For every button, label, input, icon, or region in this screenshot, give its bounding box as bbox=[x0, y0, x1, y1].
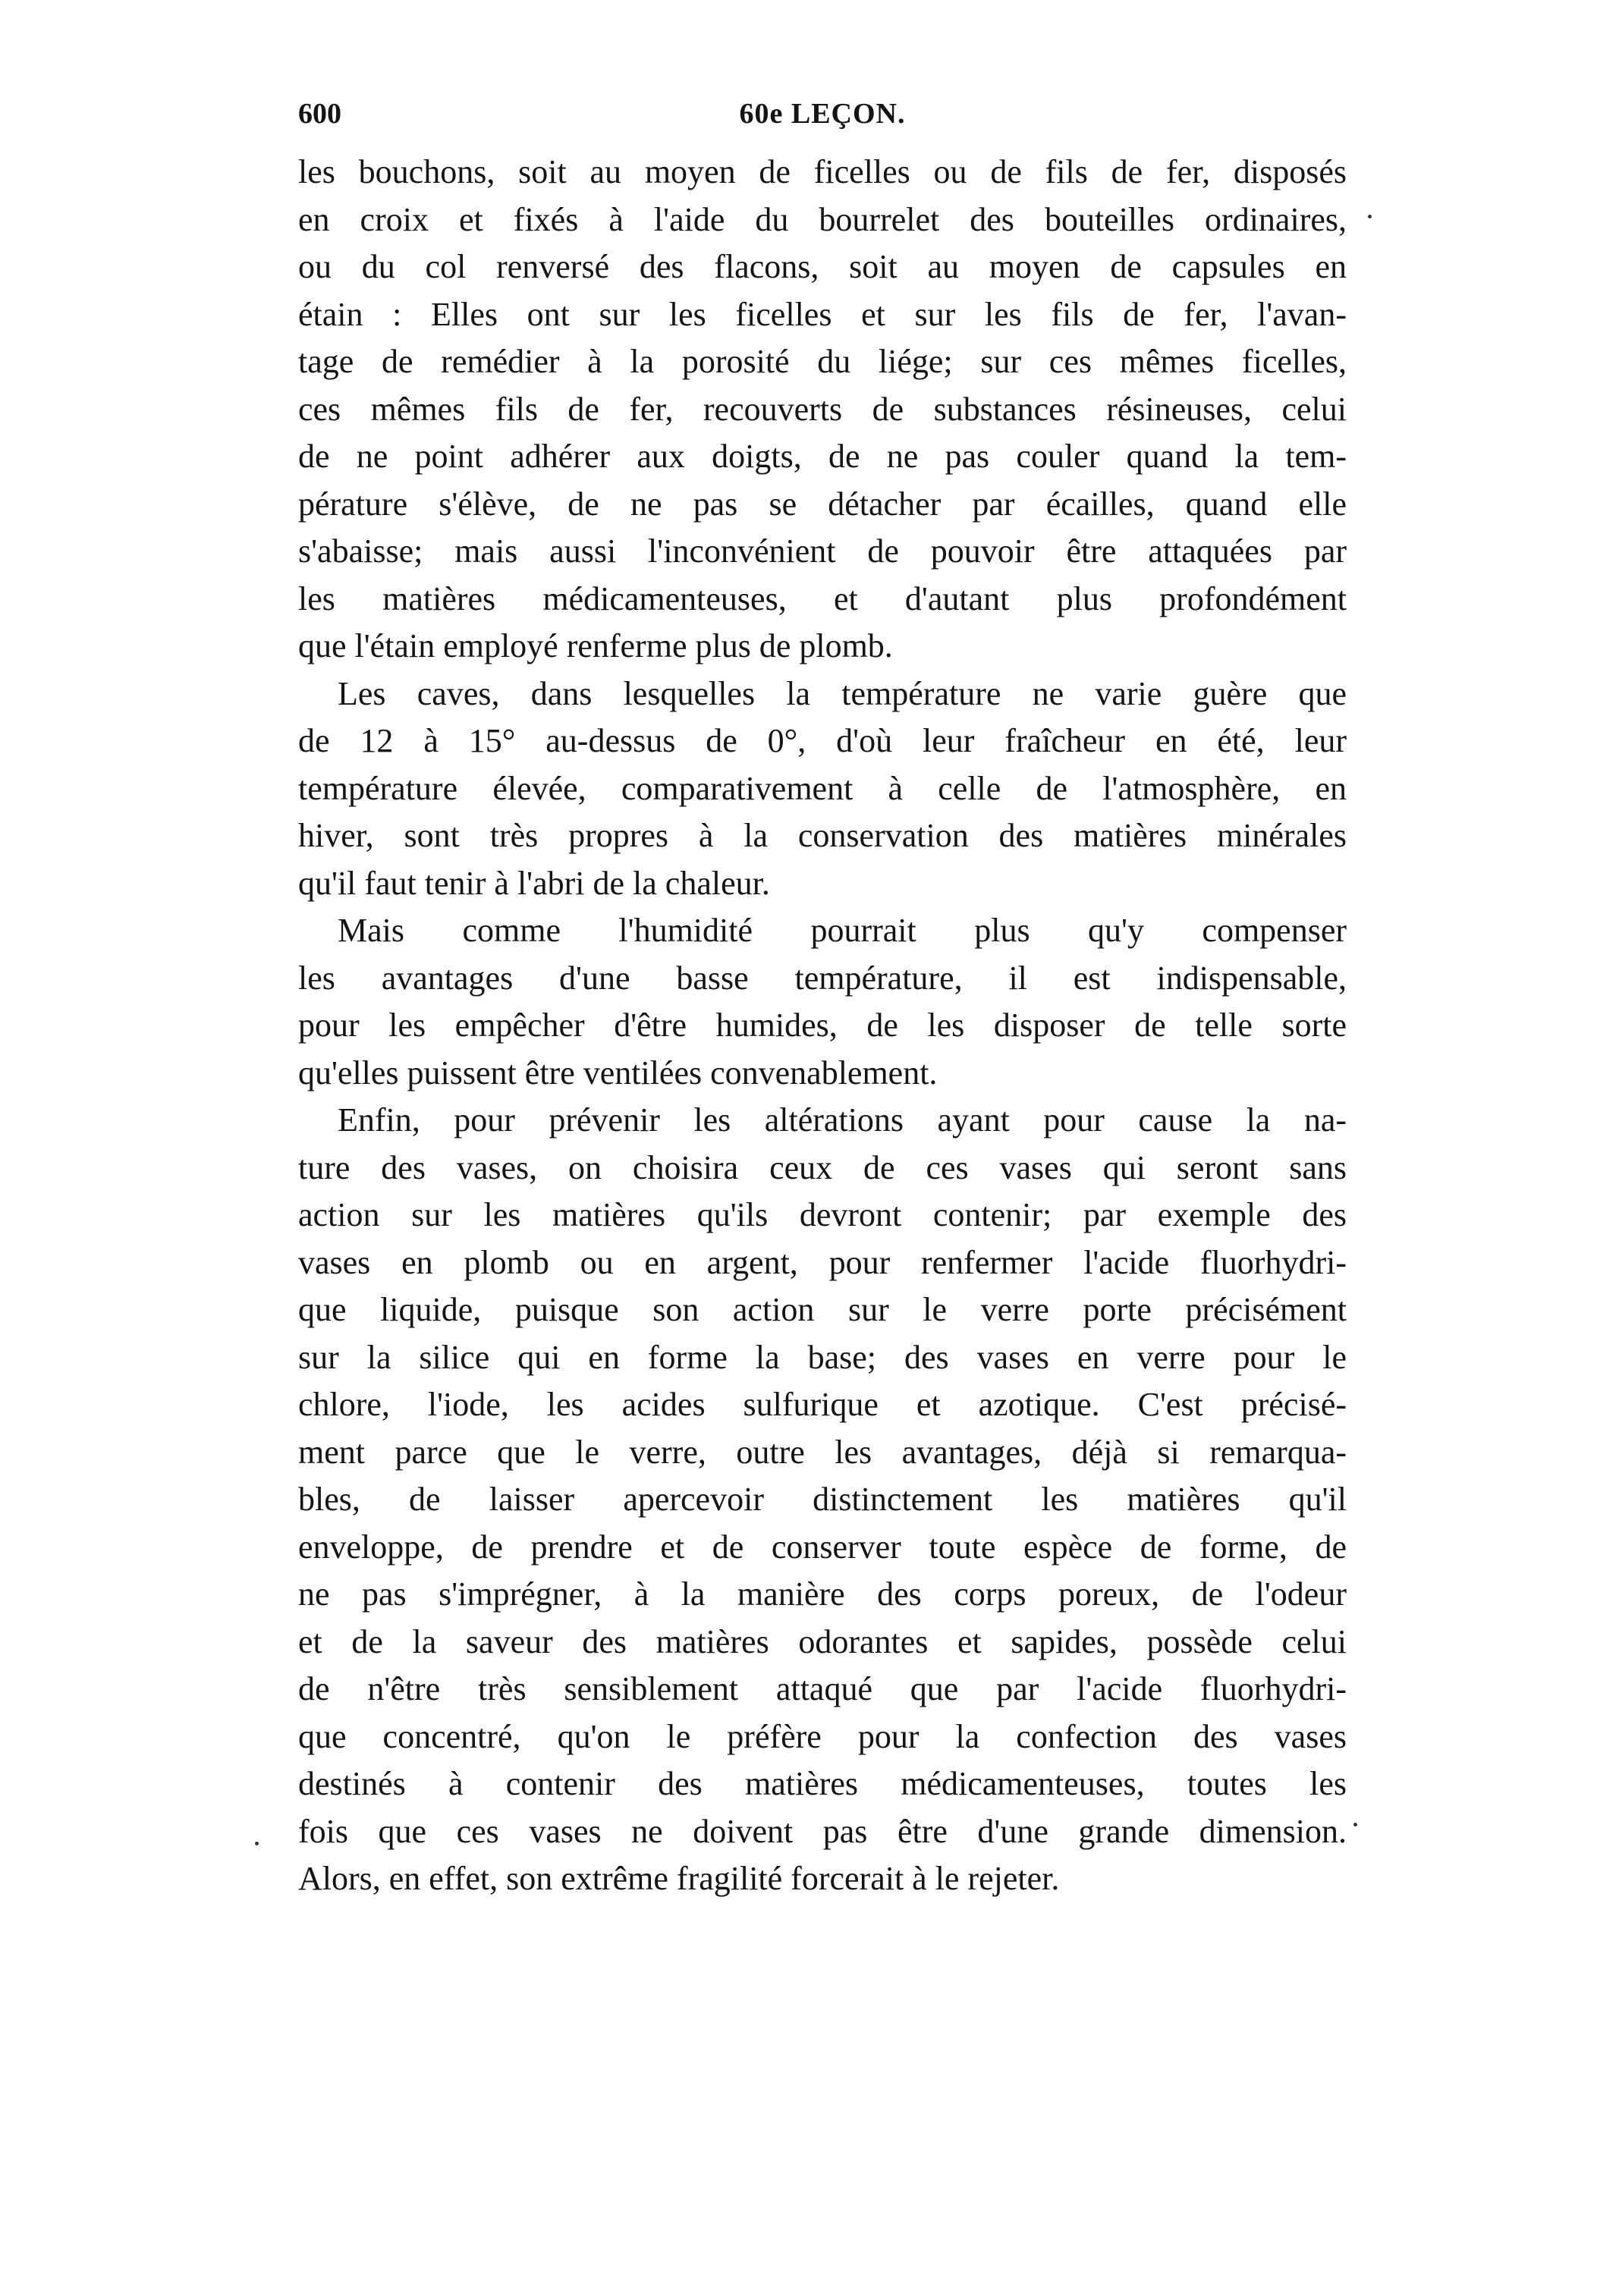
lesson-title: 60e LEÇON. bbox=[739, 98, 906, 130]
text-line: Enfin, pour prévenir les altérations ayant pour cause la na- bbox=[338, 1101, 1347, 1139]
text-line: Les caves, dans lesquelles la température ne varie guère que bbox=[338, 674, 1347, 712]
text-line: sur la silice qui en forme la base; des vases en verre pour le bbox=[298, 1338, 1347, 1376]
stray-ink-mark bbox=[1353, 1823, 1357, 1826]
text-line: que concentré, qu'on le préfère pour la confection des vases bbox=[298, 1717, 1347, 1755]
stray-ink-mark bbox=[255, 1842, 259, 1845]
text-line: de ne point adhérer aux doigts, de ne pas couler quand la tem- bbox=[298, 438, 1347, 475]
text-line: hiver, sont très propres à la conservation des matières minérales bbox=[298, 817, 1347, 854]
text-line: fois que ces vases ne doivent pas être d'une grande dimension. bbox=[298, 1812, 1347, 1850]
text-line: pour les empêcher d'être humides, de les disposer de telle sorte bbox=[298, 1007, 1347, 1044]
text-line: les bouchons, soit au moyen de ficelles ou de fils de fer, disposés bbox=[298, 153, 1347, 190]
body-text bbox=[298, 149, 1347, 1903]
text-line: que liquide, puisque son action sur le verre porte précisément bbox=[298, 1291, 1347, 1328]
text-line: Alors, en effet, son extrême fragilité forcerait à le rejeter. bbox=[298, 1860, 1060, 1897]
text-line: ces mêmes fils de fer, recouverts de substances résineuses, celui bbox=[298, 390, 1347, 428]
text-line: ou du col renversé des flacons, soit au moyen de capsules en bbox=[298, 248, 1347, 285]
text-line: Mais comme l'humidité pourrait plus qu'y compenser bbox=[338, 912, 1347, 949]
text-line: qu'il faut tenir à l'abri de la chaleur. bbox=[298, 864, 770, 902]
text-line: ne pas s'imprégner, à la manière des corps poreux, de l'odeur bbox=[298, 1575, 1347, 1613]
text-line: ture des vases, on choisira ceux de ces vases qui seront sans bbox=[298, 1148, 1347, 1186]
stray-ink-mark bbox=[1368, 215, 1372, 218]
running-head bbox=[298, 97, 1347, 143]
text-line: en croix et fixés à l'aide du bourrelet des bouteilles ordinaires, bbox=[298, 200, 1347, 238]
text-line: destinés à contenir des matières médicamenteuses, toutes les bbox=[298, 1765, 1347, 1802]
text-line: s'abaisse; mais aussi l'inconvénient de pouvoir être attaquées par bbox=[298, 532, 1347, 570]
text-line: enveloppe, de prendre et de conserver toute espèce de forme, de bbox=[298, 1528, 1347, 1566]
text-line: et de la saveur des matières odorantes et sapides, possède celui bbox=[298, 1622, 1347, 1660]
text-line: de 12 à 15° au-dessus de 0°, d'où leur fraîcheur en été, leur bbox=[298, 722, 1347, 759]
text-line: action sur les matières qu'ils devront contenir; par exemple des bbox=[298, 1196, 1347, 1233]
text-line: les avantages d'une basse température, il est indispensable, bbox=[298, 959, 1347, 997]
text-line: pérature s'élève, de ne pas se détacher par écailles, quand elle bbox=[298, 485, 1347, 523]
text-line: de n'être très sensiblement attaqué que par l'acide fluorhydri- bbox=[298, 1670, 1347, 1707]
text-line: bles, de laisser apercevoir distinctement les matières qu'il bbox=[298, 1481, 1347, 1518]
text-line: vases en plomb ou en argent, pour renfermer l'acide fluorhydri- bbox=[298, 1243, 1347, 1281]
text-line: que l'étain employé renferme plus de plomb. bbox=[298, 627, 893, 664]
text-line: qu'elles puissent être ventilées convenablement. bbox=[298, 1054, 938, 1091]
text-line: les matières médicamenteuses, et d'autant plus profondément bbox=[298, 579, 1347, 617]
text-line: ment parce que le verre, outre les avantages, déjà si remarqua- bbox=[298, 1433, 1347, 1471]
text-line: tage de remédier à la porosité du liége; sur ces mêmes ficelles, bbox=[298, 343, 1347, 380]
page-number: 600 bbox=[298, 98, 341, 130]
text-line: étain : Elles ont sur les ficelles et sur les fils de fer, l'avan- bbox=[298, 295, 1347, 333]
text-line: chlore, l'iode, les acides sulfurique et azotique. C'est précisé- bbox=[298, 1386, 1347, 1423]
text-line: température élevée, comparativement à celle de l'atmosphère, en bbox=[298, 769, 1347, 807]
